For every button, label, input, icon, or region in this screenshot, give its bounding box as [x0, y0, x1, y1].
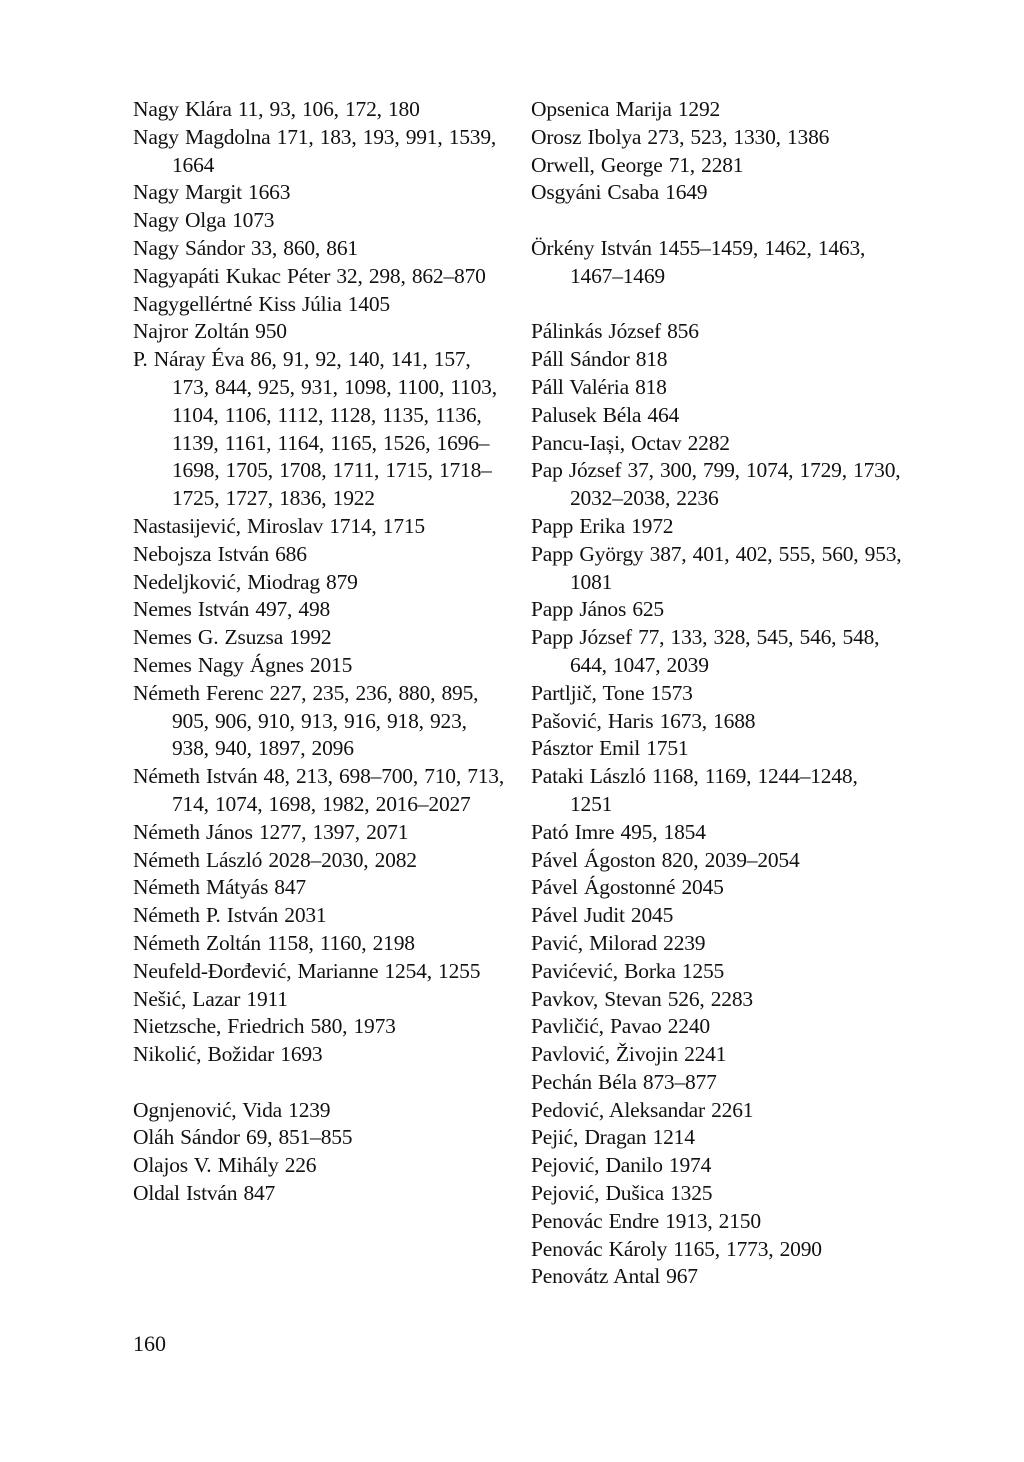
index-entry: Ognjenović, Vida 1239: [133, 1097, 331, 1122]
index-entry: Nietzsche, Friedrich 580, 1973: [133, 1014, 396, 1039]
index-entry: Pejović, Danilo 1974: [531, 1153, 712, 1178]
index-entry: Pavkov, Stevan 526, 2283: [531, 986, 753, 1011]
index-entry: Pável Ágoston 820, 2039–2054: [531, 847, 800, 872]
index-entry: Nemes G. Zsuzsa 1992: [133, 625, 332, 650]
index-entry: Németh Mátyás 847: [133, 875, 306, 900]
index-entry: Orwell, George 71, 2281: [531, 152, 744, 177]
index-entry: Nastasijević, Miroslav 1714, 1715: [133, 513, 425, 538]
index-entry: Pável Judit 2045: [531, 903, 674, 928]
index-entry: Neufeld-Đorđević, Marianne 1254, 1255: [133, 958, 481, 983]
index-entry: Palusek Béla 464: [531, 402, 680, 427]
index-group-gap: [133, 1069, 508, 1097]
index-entry: Papp György 387, 401, 402, 555, 560, 953, 1081: [531, 541, 902, 594]
index-entry: Pechán Béla 873–877: [531, 1069, 717, 1094]
index-entry: Páll Sándor 818: [531, 347, 668, 372]
index-entry: Németh P. István 2031: [133, 903, 327, 928]
page-number: 160: [133, 1331, 166, 1356]
index-entry: Orosz Ibolya 273, 523, 1330, 1386: [531, 124, 830, 149]
index-entry: Pavić, Milorad 2239: [531, 930, 706, 955]
index-entry: Nemes István 497, 498: [133, 597, 331, 622]
index-entry: Pejić, Dragan 1214: [531, 1125, 695, 1150]
index-entry: Pavličić, Pavao 2240: [531, 1014, 710, 1039]
index-entry: Nemes Nagy Ágnes 2015: [133, 652, 353, 677]
index-entry: Papp János 625: [531, 597, 664, 622]
index-entry: Nagygellértné Kiss Júlia 1405: [133, 291, 390, 316]
index-entry: Németh László 2028–2030, 2082: [133, 847, 417, 872]
index-entry: Najror Zoltán 950: [133, 319, 287, 344]
index-entry: P. Náray Éva 86, 91, 92, 140, 141, 157, 173, 844, 925, 931, 1098, 1100, 1103, 1104, 1106, 1112, 1128, 1135, 1136, 1139, 1161, 1164, 1165, 1526, 1696–1698, 1705, 1708, 1711, 1715, 1718–1725, 1727, 1836, 1922: [133, 347, 497, 511]
index-entry: Németh István 48, 213, 698–700, 710, 713, 714, 1074, 1698, 1982, 2016–2027: [133, 764, 505, 816]
index-entry: Papp József 77, 133, 328, 545, 546, 548, 644, 1047, 2039: [531, 625, 880, 677]
index-entry: Oldal István 847: [133, 1181, 276, 1206]
index-entry: Nagy Klára 11, 93, 106, 172, 180: [133, 97, 420, 121]
index-entry: Nagyapáti Kukac Péter 32, 298, 862–870: [133, 263, 486, 288]
index-entry: Pejović, Dušica 1325: [531, 1181, 713, 1206]
index-entry: Pašović, Haris 1673, 1688: [531, 708, 756, 733]
index-entry: Penovác Endre 1913, 2150: [531, 1208, 761, 1233]
index-entry: Németh János 1277, 1397, 2071: [133, 819, 409, 844]
index-entry: Nagy Magdolna 171, 183, 193, 991, 1539, 1664: [133, 124, 497, 177]
index-entry: Penovác Károly 1165, 1773, 2090: [531, 1236, 822, 1261]
index-entry: Pálinkás József 856: [531, 319, 699, 344]
index-entry: Nagy Olga 1073: [133, 208, 275, 233]
index-entry: Opsenica Marija 1292: [531, 97, 721, 121]
index-entry: Oláh Sándor 69, 851–855: [133, 1125, 353, 1150]
index-entry: Nebojsza István 686: [133, 541, 307, 566]
index-entry: Nagy Sándor 33, 860, 861: [133, 235, 358, 260]
index-entry: Osgyáni Csaba 1649: [531, 180, 708, 205]
index-column-right: [531, 96, 903, 1291]
index-entry: Németh Ferenc 227, 235, 236, 880, 895, 905, 906, 910, 913, 916, 918, 923, 938, 940, 1897, 2096: [133, 680, 479, 761]
index-entry: Németh Zoltán 1158, 1160, 2198: [133, 930, 415, 955]
index-entry: Olajos V. Mihály 226: [133, 1153, 317, 1178]
index-entry: Pataki László 1168, 1169, 1244–1248, 1251: [531, 764, 858, 816]
index-entry: Pavićević, Borka 1255: [531, 958, 725, 983]
index-entry: Pató Imre 495, 1854: [531, 819, 706, 844]
index-entry: Nedeljković, Miodrag 879: [133, 569, 358, 594]
index-entry: Pap József 37, 300, 799, 1074, 1729, 1730, 2032–2038, 2236: [531, 458, 901, 511]
index-entry: Pável Ágostonné 2045: [531, 875, 724, 900]
index-entry: Nagy Margit 1663: [133, 180, 291, 205]
index-column-left: [133, 96, 508, 1208]
index-group-gap: [531, 207, 903, 235]
index-entry: Partljič, Tone 1573: [531, 680, 693, 705]
index-group-gap: [531, 291, 903, 319]
index-entry: Pásztor Emil 1751: [531, 736, 689, 761]
index-entry: Pancu-Iași, Octav 2282: [531, 430, 730, 455]
index-entry: Nikolić, Božidar 1693: [133, 1042, 323, 1067]
index-entry: Pedović, Aleksandar 2261: [531, 1097, 754, 1122]
index-entry: Páll Valéria 818: [531, 374, 667, 399]
index-entry: Pavlović, Živojin 2241: [531, 1042, 727, 1067]
index-entry: Örkény István 1455–1459, 1462, 1463, 1467–1469: [531, 235, 866, 288]
index-entry: Nešić, Lazar 1911: [133, 986, 288, 1011]
index-entry: Papp Erika 1972: [531, 513, 674, 538]
index-entry: Penovátz Antal 967: [531, 1264, 698, 1289]
